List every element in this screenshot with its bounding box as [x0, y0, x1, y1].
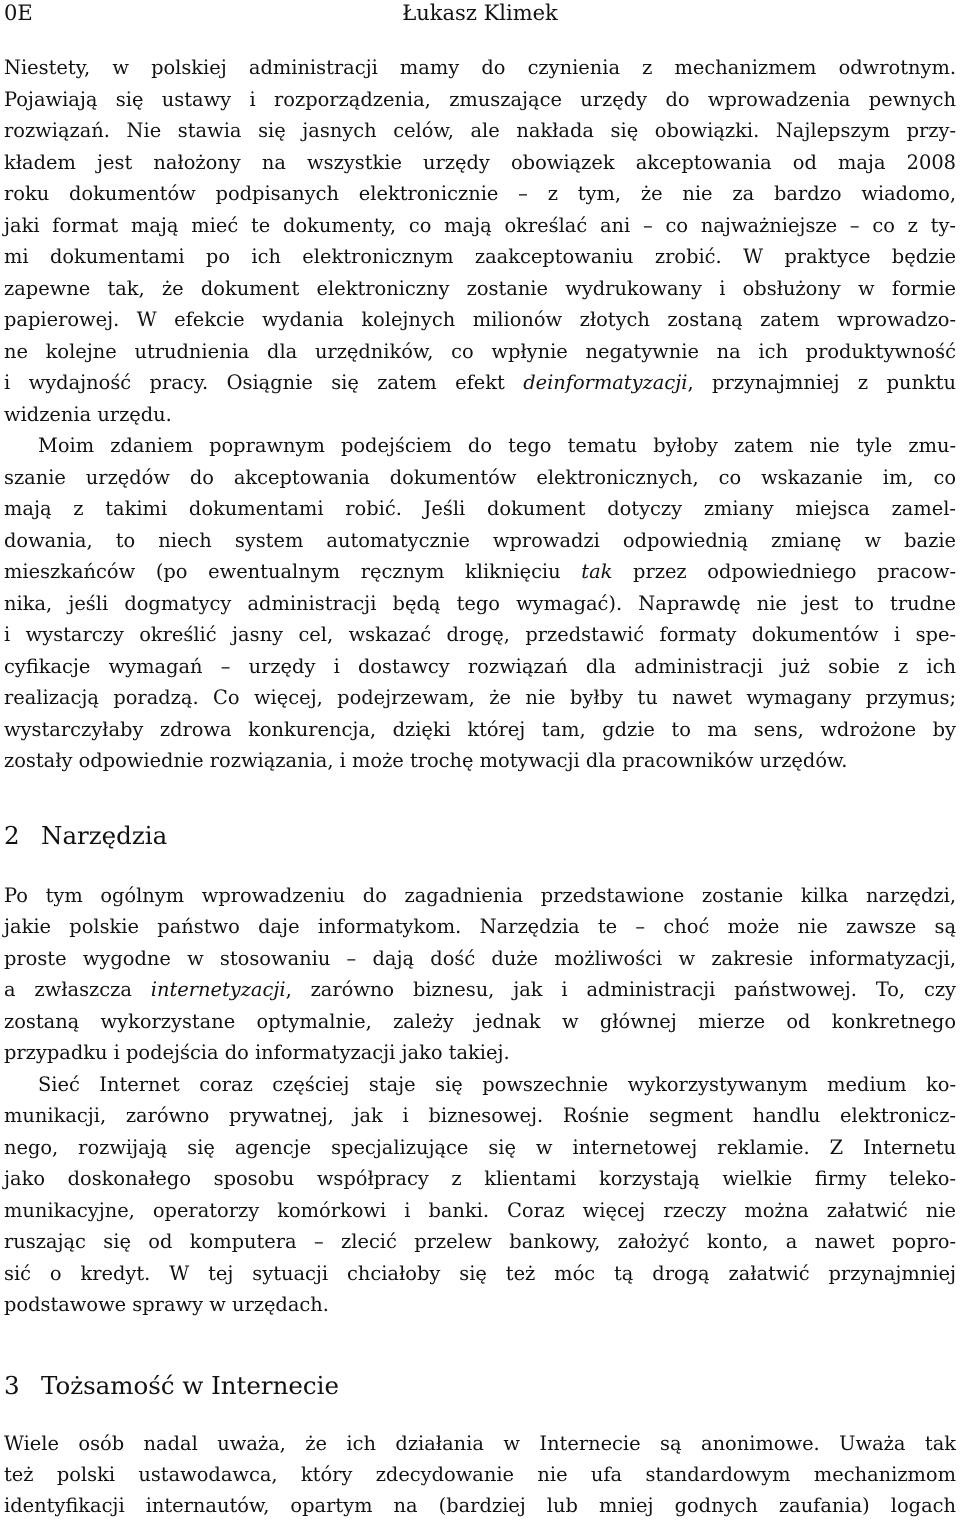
paragraph-line: dowania, to niech system automatycznie wprowadzi odpowiednią zmianę w bazie	[4, 529, 956, 552]
paragraph-line: podstawowe sprawy w urzędach.	[4, 1293, 329, 1316]
paragraph-line: nego, rozwijają się agencje specjalizujące się w internetowej reklamie. Z Internetu	[4, 1136, 956, 1159]
paragraph-line: widzenia urzędu.	[4, 403, 172, 426]
paragraph-line: i wystarczy określić jasny cel, wskazać drogę, przedstawić formaty dokumentów i spe-	[4, 623, 956, 646]
paragraph-line: Pojawiają się ustawy i rozporządzenia, zmuszające urzędy do wprowadzenia pewnych	[4, 88, 956, 111]
paragraph-line: i wydajność pracy. Osiągnie się zatem efekt deinformatyzacji, przynajmniej z punktu	[4, 371, 956, 394]
paragraph-line: wystarczyłaby zdrowa konkurencja, dzięki której tam, gdzie to ma sens, wdrożone by	[4, 718, 956, 741]
paragraph-first-line: Moim zdaniem poprawnym podejściem do tego tematu byłoby zatem nie tyle zmu-	[38, 434, 956, 457]
section-title: Narzędzia	[41, 821, 168, 850]
paragraph-line: Niestety, w polskiej administracji mamy do czynienia z mechanizmem odwrotnym.	[4, 56, 956, 79]
paragraph-line: rozwiązań. Nie stawia się jasnych celów, ale nakłada się obowiązki. Najlepszym przy-	[4, 119, 956, 142]
paragraph-line: cyfikacje wymagań – urzędy i dostawcy rozwiązań dla administracji już sobie z ich	[4, 655, 956, 678]
paragraph-line: ruszając się od komputera – zlecić przelew bankowy, założyć konto, a nawet popro-	[4, 1230, 956, 1253]
paragraph-line: mają z takimi dokumentami robić. Jeśli dokument dotyczy zmiany miejsca zamel-	[4, 497, 956, 520]
paragraph-line: kładem jest nałożony na wszystkie urzędy obowiązek akceptowania od maja 2008	[4, 151, 956, 174]
section-heading	[4, 1368, 956, 1404]
paragraph-line: szanie urzędów do akceptowania dokumentów elektronicznych, co wskazanie im, co	[4, 466, 956, 489]
paragraph-line: munikacji, zarówno prywatnej, jak i biznesowej. Rośnie segment handlu elektronicz-	[4, 1104, 956, 1127]
paragraph-line: zostały odpowiednie rozwiązania, i może trochę motywacji dla pracowników urzędów.	[4, 749, 848, 772]
paragraph-line: zostaną wykorzystane optymalnie, zależy jednak w głównej mierze od konkretnego	[4, 1010, 956, 1033]
section-heading	[4, 818, 956, 854]
emphasis: tak	[581, 560, 613, 583]
paragraph-line: jako doskonałego sposobu współpracy z klientami korzystają wielkie firmy teleko-	[4, 1167, 956, 1190]
paragraph-line: jaki format mają mieć te dokumenty, co mają określać ani – co najważniejsze – co z ty-	[4, 214, 956, 237]
paragraph-line: realizacją poradzą. Co więcej, podejrzewam, że nie byłby tu nawet wymagany przymus;	[4, 686, 956, 709]
paragraph-line: proste wygodne w stosowaniu – dają dość duże możliwości w zakresie informatyzacji,	[4, 947, 956, 970]
section-title: Tożsamość w Internecie	[41, 1371, 339, 1400]
paragraph-line: zapewne tak, że dokument elektroniczny zostanie wydrukowany i obsłużony w formie	[4, 277, 956, 300]
paragraph-line: sić o kredyt. W tej sytuacji chciałoby się też móc tą drogą załatwić przynajmniej	[4, 1262, 956, 1285]
paragraph-line: też polski ustawodawca, który zdecydowanie nie ufa standardowym mechanizmom	[4, 1463, 956, 1486]
running-header	[4, 0, 956, 26]
paragraph-line: jakie polskie państwo daje informatykom. Narzędzia te – choć może nie zawsze są	[4, 915, 956, 938]
paragraph-line: papierowej. W efekcie wydania kolejnych milionów złotych zostaną zatem wprowadzo-	[4, 308, 956, 331]
paragraph-line: przypadku i podejścia do informatyzacji jako takiej.	[4, 1041, 510, 1064]
emphasis: deinformatyzacji	[523, 371, 688, 394]
paragraph-first-line: Sieć Internet coraz częściej staje się powszechnie wykorzystywanym medium ko-	[38, 1073, 956, 1096]
page-number: 0E	[4, 1, 33, 25]
emphasis: internetyzacji	[150, 978, 286, 1001]
paragraph-line: munikacyjne, operatorzy komórkowi i banki. Coraz więcej rzeczy można załatwić nie	[4, 1199, 956, 1222]
paragraph-line: nika, jeśli dogmatycy administracji będą tego wymagać). Naprawdę nie jest to trudne	[4, 592, 956, 615]
paragraph-line: a zwłaszcza internetyzacji, zarówno biznesu, jak i administracji państwowej. To, czy	[4, 978, 956, 1001]
paragraph-line: roku dokumentów podpisanych elektronicznie – z tym, że nie za bardzo wiadomo,	[4, 182, 956, 205]
paragraph-line: identyfikacji internautów, opartym na (bardziej lub mniej godnych zaufania) logach	[4, 1494, 956, 1517]
paragraph-line: ne kolejne utrudnienia dla urzędników, co wpłynie negatywnie na ich produktywność	[4, 340, 956, 363]
paragraph-line: mi dokumentami po ich elektronicznym zaakceptowaniu zrobić. W praktyce będzie	[4, 245, 956, 268]
paragraph-line: mieszkańców (po ewentualnym ręcznym kliknięciu tak przez odpowiedniego pracow-	[4, 560, 956, 583]
running-author: Łukasz Klimek	[402, 1, 558, 25]
section-number: 3	[4, 1371, 20, 1400]
paragraph-line: Po tym ogólnym wprowadzeniu do zagadnienia przedstawione zostanie kilka narzędzi,	[4, 884, 956, 907]
section-number: 2	[4, 821, 20, 850]
paragraph-line: Wiele osób nadal uważa, że ich działania w Internecie są anonimowe. Uważa tak	[4, 1432, 956, 1455]
